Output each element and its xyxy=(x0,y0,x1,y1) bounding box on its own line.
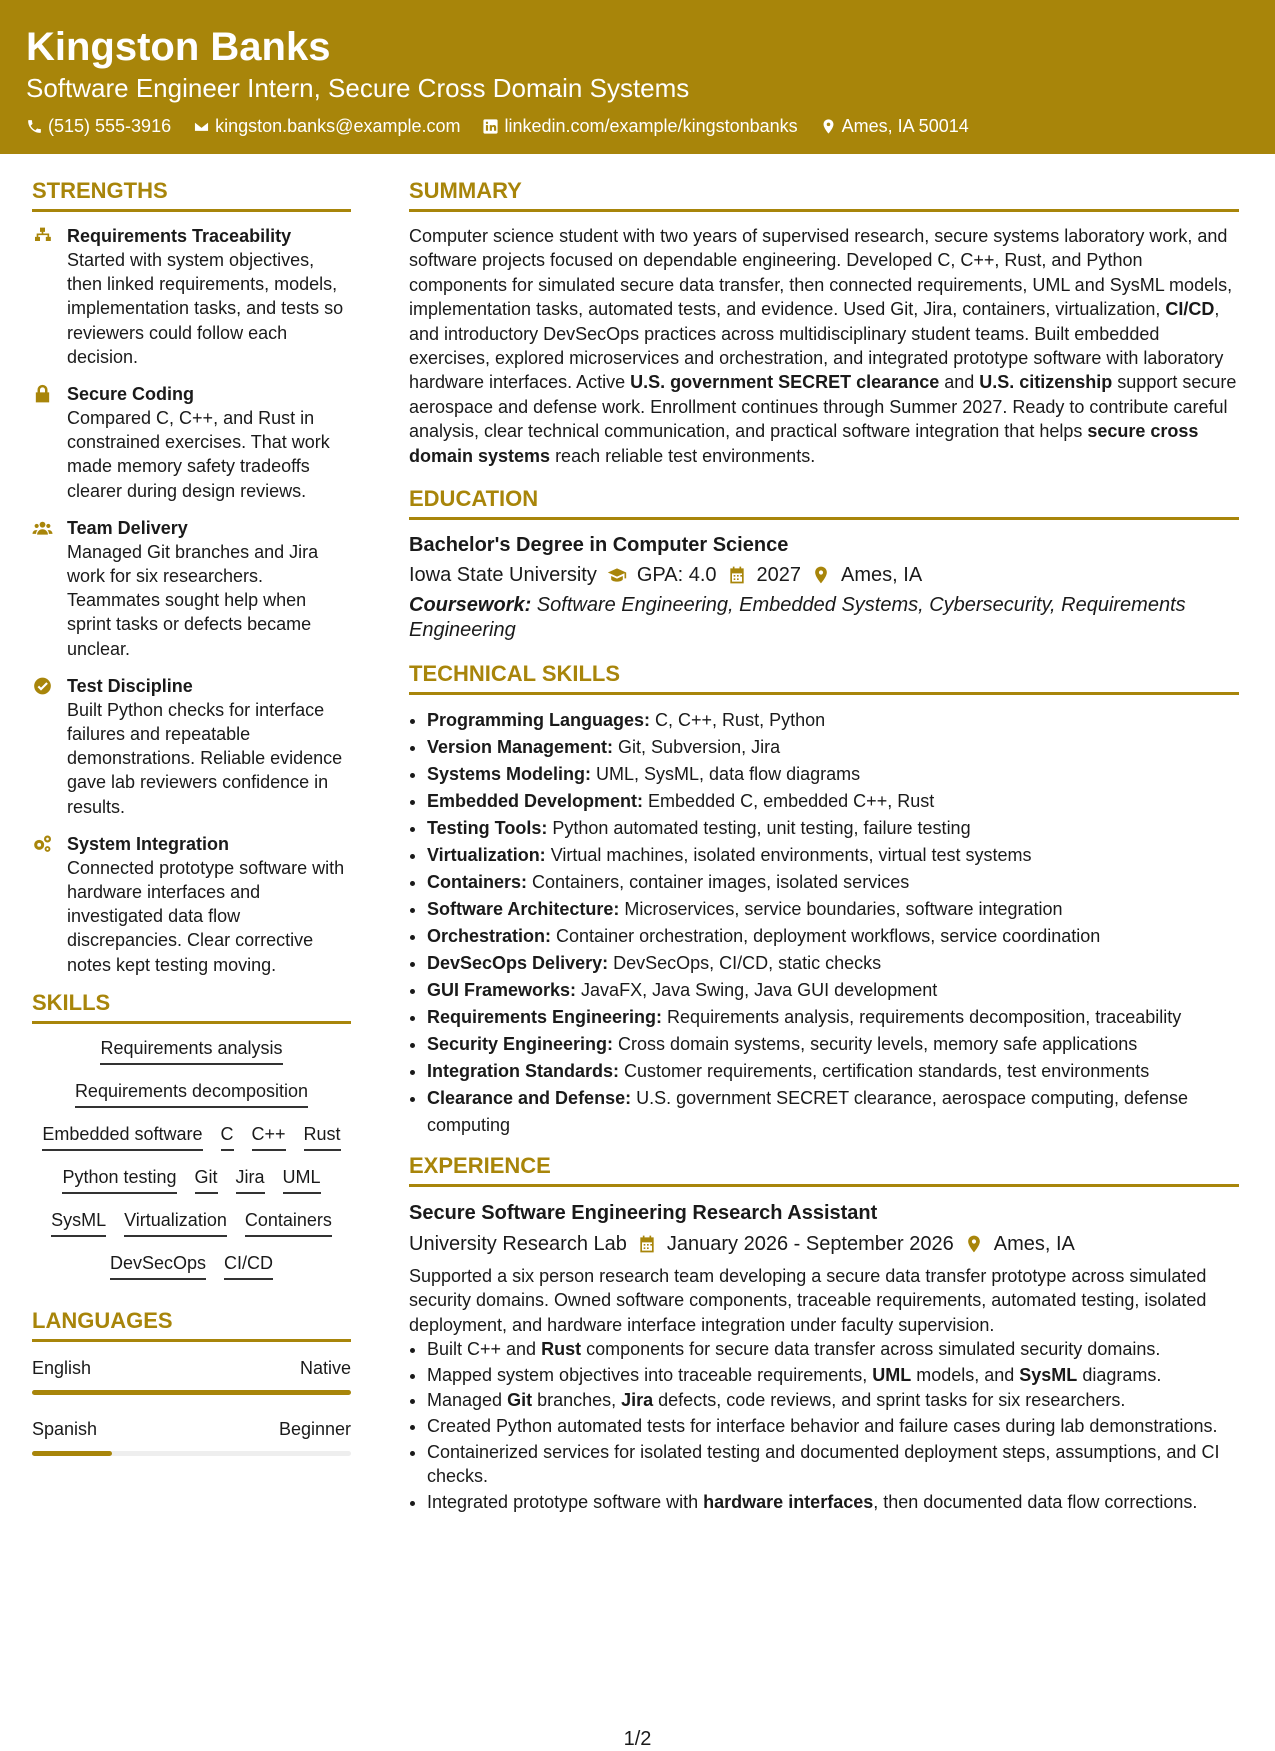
phone-text: (515) 555-3916 xyxy=(48,116,172,136)
contact-linkedin[interactable] xyxy=(482,116,797,137)
location-text: Ames, IA 50014 xyxy=(841,116,969,136)
lock-icon xyxy=(32,382,55,503)
technical-skill-item: • Containers: Containers, container images, isolated services xyxy=(427,869,1239,896)
skill-row xyxy=(32,1165,351,1194)
candidate-name: Kingston Banks xyxy=(26,25,331,69)
skill-row xyxy=(32,1036,351,1065)
check-circle-icon xyxy=(32,674,55,819)
contact-bar xyxy=(26,116,1249,137)
calendar-icon xyxy=(637,1234,657,1254)
education-heading: EDUCATION xyxy=(409,486,1239,520)
strength-title: Secure Coding xyxy=(67,384,195,405)
contact-email[interactable] xyxy=(193,116,460,137)
right-column xyxy=(409,178,1239,1515)
language-name: English xyxy=(32,1357,92,1378)
technical-skill-item: • Security Engineering: Cross domain systems, security levels, memory safe applications xyxy=(427,1031,1239,1058)
strength-item xyxy=(32,832,351,977)
strength-title: Test Discipline xyxy=(67,675,193,696)
school-name: Iowa State University xyxy=(409,564,597,587)
users-icon xyxy=(32,516,55,661)
strength-body xyxy=(67,832,351,977)
experience-bullet: • Mapped system objectives into traceable requirements, UML models, and SysML diagrams. xyxy=(427,1363,1239,1388)
skill-tag: C++ xyxy=(252,1122,286,1151)
map-pin-icon xyxy=(820,118,837,135)
strength-text: Built Python checks for interface failures and repeatable demonstrations. Reliable evidence gave lab reviewers confidence in results. xyxy=(67,699,343,817)
contact-location xyxy=(820,116,969,137)
email-link[interactable]: kingston.banks@example.com xyxy=(215,116,461,136)
experience-bullet: • Created Python automated tests for interface behavior and failure cases during lab demonstrations. xyxy=(427,1414,1239,1439)
job-location: Ames, IA xyxy=(993,1233,1075,1256)
technical-skill-item: • Integration Standards: Customer requirements, certification standards, test environments xyxy=(427,1058,1239,1085)
language-item xyxy=(32,1417,351,1456)
strength-item xyxy=(32,224,351,369)
strength-body xyxy=(67,224,351,369)
strength-body xyxy=(67,382,351,503)
page-number: 1/2 xyxy=(623,1728,652,1750)
skill-tag: Git xyxy=(195,1165,218,1194)
language-level-fill xyxy=(32,1451,112,1456)
technical-skill-item: • DevSecOps Delivery: DevSecOps, CI/CD, static checks xyxy=(427,950,1239,977)
experience-heading: EXPERIENCE xyxy=(409,1153,1239,1187)
skill-tag: Requirements analysis xyxy=(100,1036,282,1065)
skill-row xyxy=(32,1208,351,1237)
map-pin-icon xyxy=(964,1234,984,1254)
skill-tag: Embedded software xyxy=(42,1122,202,1151)
technical-skill-item: • Systems Modeling: UML, SysML, data flow diagrams xyxy=(427,761,1239,788)
technical-skill-item: • Embedded Development: Embedded C, embedded C++, Rust xyxy=(427,788,1239,815)
languages-list xyxy=(32,1356,351,1456)
language-level: Native xyxy=(299,1357,351,1378)
skill-tag: CI/CD xyxy=(224,1251,273,1280)
skill-tag: Rust xyxy=(304,1122,341,1151)
contact-phone xyxy=(26,116,171,137)
summary-heading: SUMMARY xyxy=(409,178,1239,212)
experience-bullet: • Managed Git branches, Jira defects, code reviews, and sprint tasks for six researchers. xyxy=(427,1388,1239,1413)
languages-heading: LANGUAGES xyxy=(32,1308,351,1342)
calendar-icon xyxy=(727,565,747,585)
skill-row xyxy=(32,1079,351,1108)
skills-list xyxy=(32,1036,351,1280)
language-row xyxy=(32,1356,351,1380)
strength-title: Team Delivery xyxy=(67,517,188,538)
skill-tag: Containers xyxy=(245,1208,332,1237)
strength-item xyxy=(32,382,351,503)
strengths-list xyxy=(32,224,351,977)
resume-header xyxy=(0,0,1275,154)
technical-skill-item: • Programming Languages: C, C++, Rust, Python xyxy=(427,707,1239,734)
technical-skill-item: • GUI Frameworks: JavaFX, Java Swing, Java GUI development xyxy=(427,977,1239,1004)
coursework xyxy=(409,593,1239,643)
language-level-bar xyxy=(32,1451,351,1456)
skill-row xyxy=(32,1251,351,1280)
skill-tag: UML xyxy=(283,1165,321,1194)
strengths-heading: STRENGTHS xyxy=(32,178,351,212)
skills-heading: SKILLS xyxy=(32,990,351,1024)
gpa-text: GPA: 4.0 xyxy=(636,564,717,587)
skill-tag: C xyxy=(221,1122,234,1151)
coursework-label: Coursework: xyxy=(409,594,532,617)
strength-text: Connected prototype software with hardware interfaces and investigated data flow discrepancies. Clear corrective notes kept testing moving. xyxy=(67,857,345,975)
strength-item xyxy=(32,516,351,661)
skill-row xyxy=(32,1122,351,1151)
strength-body xyxy=(67,674,351,819)
skill-tag: Requirements decomposition xyxy=(75,1079,308,1108)
strength-title: System Integration xyxy=(67,833,230,854)
strength-text: Managed Git branches and Jira work for six researchers. Teammates sought help when sprint tasks or defects became unclear. xyxy=(67,541,319,659)
job-org: University Research Lab xyxy=(409,1233,627,1256)
job-meta xyxy=(409,1230,1239,1258)
sitemap-icon xyxy=(32,224,55,369)
experience-bullet: • Integrated prototype software with hardware interfaces, then documented data flow corrections. xyxy=(427,1490,1239,1515)
skill-tag: Virtualization xyxy=(124,1208,227,1237)
education-meta xyxy=(409,561,1239,589)
coursework-list: Software Engineering, Embedded Systems, Cybersecurity, Requirements Engineering xyxy=(409,594,1186,642)
graduation-year: 2027 xyxy=(756,564,802,587)
phone-icon xyxy=(26,118,43,135)
candidate-title: Software Engineer Intern, Secure Cross Domain Systems xyxy=(26,73,690,103)
experience-bullets xyxy=(409,1337,1239,1514)
language-level: Beginner xyxy=(278,1418,351,1439)
language-level-bar xyxy=(32,1390,351,1395)
skill-tag: Jira xyxy=(236,1165,265,1194)
strength-title: Requirements Traceability xyxy=(67,226,292,246)
linkedin-icon xyxy=(482,118,499,135)
technical-skill-item: • Requirements Engineering: Requirements analysis, requirements decomposition, traceability xyxy=(427,1004,1239,1031)
technical-skill-item: • Testing Tools: Python automated testing, unit testing, failure testing xyxy=(427,815,1239,842)
degree-title: Bachelor's Degree in Computer Science xyxy=(409,534,789,557)
technical-skill-item: • Virtualization: Virtual machines, isolated environments, virtual test systems xyxy=(427,842,1239,869)
technical-skill-item: • Orchestration: Container orchestration, deployment workflows, service coordination xyxy=(427,923,1239,950)
gears-icon xyxy=(32,832,55,977)
strength-item xyxy=(32,674,351,819)
experience-bullet: • Built C++ and Rust components for secure data transfer across simulated security domains. xyxy=(427,1337,1239,1362)
linkedin-link[interactable]: linkedin.com/example/kingstonbanks xyxy=(504,116,798,136)
skill-tag: DevSecOps xyxy=(110,1251,206,1280)
strength-body xyxy=(67,516,351,661)
technical-skill-item: • Version Management: Git, Subversion, Jira xyxy=(427,734,1239,761)
summary-text: Computer science student with two years of supervised research, secure systems laboratory work, and software projects focused on dependable engineering. Developed C, C++, Rust, and Python components for simulated secure data transfer, then connected requirements, UML and SysML models, implementation tasks, automated tests, and evidence. Used Git, Jira, containers, virtualization, CI/CD, and introductory DevSecOps practices across multidisciplinary student teams. Built embedded exercises, explored microservices and orchestration, and integrated prototype software with laboratory hardware interfaces. Active U.S. government SECRET clearance and U.S. citizenship support secure aerospace and defense work. Enrollment continues through Summer 2027. Ready to contribute careful analysis, clear technical communication, and practical software integration that helps secure cross domain systems reach reliable test environments. xyxy=(409,226,1237,466)
technical-skills-heading: TECHNICAL SKILLS xyxy=(409,661,1239,695)
job-description: Supported a six person research team developing a secure data transfer prototype across simulated security domains. Owned software components, traceable requirements, automated testing, isolated deployment, and hardware interface integration under faculty supervision. xyxy=(409,1266,1207,1335)
left-column xyxy=(32,178,351,1478)
technical-skill-item: • Clearance and Defense: U.S. government SECRET clearance, aerospace computing, defense computing xyxy=(427,1085,1239,1139)
experience-bullet: • Containerized services for isolated testing and documented deployment steps, assumptions, and CI checks. xyxy=(427,1440,1239,1489)
language-row xyxy=(32,1417,351,1441)
language-item xyxy=(32,1356,351,1395)
skill-tag: Python testing xyxy=(62,1165,176,1194)
strength-text: Compared C, C++, and Rust in constrained exercises. That work made memory safety tradeoffs clearer during design reviews. xyxy=(67,408,330,501)
job-dates: January 2026 - September 2026 xyxy=(666,1233,954,1256)
technical-skills-list xyxy=(409,707,1239,1139)
map-pin-icon xyxy=(811,565,831,585)
job-title: Secure Software Engineering Research Assistant xyxy=(409,1202,878,1225)
school-location: Ames, IA xyxy=(841,564,923,587)
skill-tag: SysML xyxy=(51,1208,106,1237)
strength-text: Started with system objectives, then linked requirements, models, implementation tasks, and tests so reviewers could follow each decision. xyxy=(67,250,344,367)
technical-skill-item: • Software Architecture: Microservices, service boundaries, software integration xyxy=(427,896,1239,923)
language-name: Spanish xyxy=(32,1418,98,1439)
language-level-fill xyxy=(32,1390,351,1395)
envelope-icon xyxy=(193,118,210,135)
graduation-cap-icon xyxy=(607,565,627,585)
